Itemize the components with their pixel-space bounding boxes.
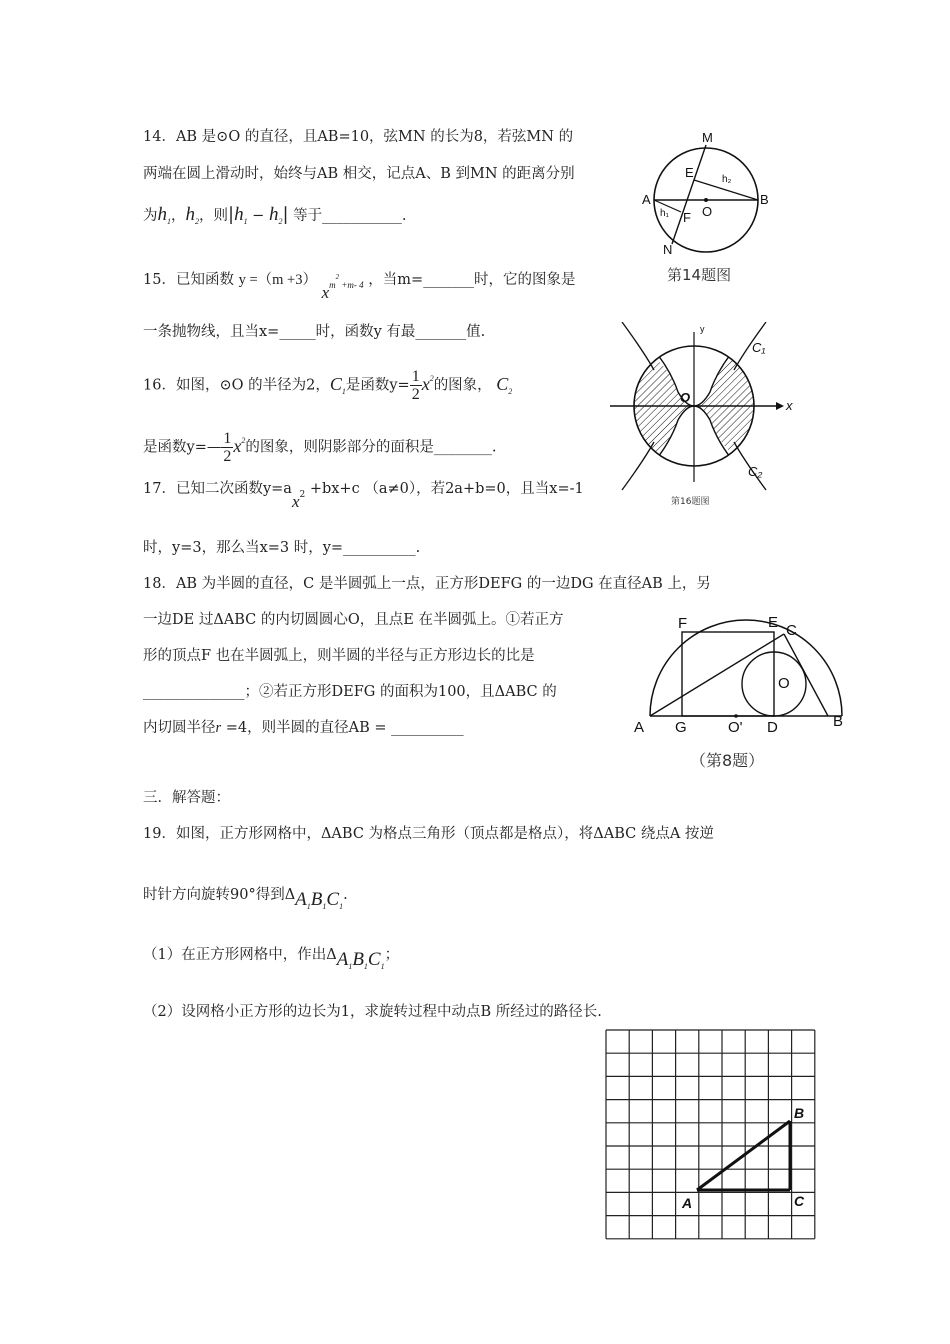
q18-line5-a: 内切圆半径	[143, 720, 216, 736]
q14-label-e: E	[685, 165, 694, 180]
q17-line1-b: +bx+c （a≠0），若2a+b=0，且当x=-1	[309, 481, 584, 497]
q19-part2: （2）设网格小正方形的边长为1，求旋转过程中动点B 所经过的路径长.	[143, 1004, 602, 1020]
q16-label-c2: C₂	[748, 464, 763, 479]
q16-label-o: O	[680, 390, 691, 405]
q18-radius-symbol: r	[215, 720, 222, 736]
q16-line1-b: 是函数y=	[345, 377, 410, 394]
q14-label-h1: h₁	[660, 208, 669, 219]
section3-title: 三．解答题：	[143, 790, 230, 806]
q19-label-c: C	[794, 1193, 805, 1209]
q16-line2: 是函数y=— $\frac{1}{2}$ $x^2$的图象，则阴影部分的面积是________.	[143, 430, 497, 465]
q14-label-a: A	[642, 192, 651, 207]
q16-label-y: y	[700, 324, 705, 334]
q16-label-c1: C₁	[752, 340, 766, 355]
q16-line2-b: 的图象，则阴影部分的面积是________.	[245, 439, 497, 456]
q15-function: y =（m +3）	[238, 272, 317, 288]
q17-line1-a: 17．已知二次函数y=a	[143, 481, 292, 497]
q19-line2: 时针方向旋转90°得到$\Delta A_1B_1C_1$.	[143, 887, 348, 911]
q18-label-e: E	[768, 614, 779, 631]
q18-line1: 18．AB 为半圆的直径，C 是半圆弧上一点，正方形DEFG 的一边DG 在直径AB 上，另	[143, 576, 711, 592]
q18-line2: 一边DE 过ΔABC 的内切圆圆心O，且点E 在半圆弧上。①若正方	[143, 612, 564, 628]
q16-label-x: x	[786, 398, 793, 413]
q14-line2: 两端在圆上滑动时，始终与AB 相交，记点A、B 到MN 的距离分别	[143, 166, 575, 182]
q18-line3: 形的顶点F 也在半圆弧上，则半圆的半径与正方形边长的比是	[143, 648, 535, 664]
q18-label-a: A	[634, 719, 645, 736]
q18-label-d: D	[767, 719, 778, 736]
q18-label-b: B	[833, 713, 844, 730]
q14-line1: 14．AB 是⊙O 的直径，且AB=10，弦MN 的长为8，若弦MN 的	[143, 129, 574, 145]
q14-label-f: F	[683, 210, 691, 225]
q18-label-f: F	[678, 615, 688, 632]
q14-line3: 为$h_1$，$h_2$，则$|h_1 - h_2|$ 等于___________.	[143, 204, 407, 226]
q14-line3-a: 为	[143, 208, 158, 224]
q18-line5	[143, 718, 464, 738]
q18-line4: ______________；②若正方形DEFG 的面积为100，且ΔABC 的	[143, 684, 557, 700]
q18-label-o-prime: O'	[728, 719, 743, 736]
q19-part1: （1）在正方形网格中，作出$\Delta A_1B_1C_1$；	[143, 947, 400, 971]
q14-label-o: O	[702, 204, 713, 219]
q15-line2: 一条抛物线，且当x=_____时，函数y 有最_______值.	[143, 324, 486, 340]
q16-figure-caption: 第16题图	[671, 497, 710, 507]
q17-line2: 时，y=3，那么当x=3 时，y=__________.	[143, 540, 421, 556]
q18-figure-caption: （第8题）	[690, 751, 765, 770]
q19-label-a: A	[682, 1195, 693, 1211]
q16-line1-c: 的图象，	[433, 377, 492, 394]
q14-figure	[636, 128, 776, 256]
q14-label-h2: h₂	[722, 174, 732, 185]
q18-label-c: C	[786, 622, 797, 639]
q15-line1: 15．已知函数 y =（m +3） $x_{m^2 +m- 4}$ ，当m=_______时，它的图象是	[143, 272, 576, 302]
q14-figure-caption: 第14题图	[667, 266, 732, 284]
q14-line3-b: ，则	[199, 208, 228, 224]
q19-part1-a: （1）在正方形网格中，作出Δ	[143, 947, 337, 963]
q18-label-g: G	[675, 719, 687, 736]
q15-line1-c: ，当m=_______时，它的图象是	[368, 272, 576, 288]
q16-figure	[608, 322, 798, 492]
q14-line3-c: 等于___________.	[293, 208, 407, 224]
q19-part1-b: ；	[384, 947, 400, 963]
q14-label-b: B	[760, 192, 769, 207]
q18-label-o: O	[778, 675, 790, 692]
q18-line5-c: =4，则半圆的直径AB = __________	[225, 720, 464, 736]
q14-label-n: N	[663, 242, 673, 256]
q17-line1: 17．已知二次函数$y=ax_2 +bx+c$ （a≠0），若2a+b=0，且当x=-1	[143, 481, 584, 511]
q15-line1-a: 15．已知函数	[143, 272, 234, 288]
q16-line1-a: 16．如图，⊙O 的半径为2，	[143, 377, 330, 394]
q18-figure	[628, 612, 850, 742]
q16-line2-a: 是函数y=—	[143, 439, 222, 456]
q16-line1: 16．如图，⊙O 的半径为2，$C_1$是函数y= $\frac{1}{2}$ $x^2$的图象， $C_2$	[143, 368, 513, 403]
q14-label-m: M	[702, 130, 713, 145]
q19-label-b: B	[794, 1105, 805, 1121]
q19-grid-figure	[604, 1028, 818, 1240]
q19-line1: 19．如图，正方形网格中，ΔABC 为格点三角形（顶点都是格点），将ΔABC 绕点A 按逆	[143, 826, 714, 842]
q19-line2-a: 时针方向旋转90°得到Δ	[143, 887, 296, 903]
